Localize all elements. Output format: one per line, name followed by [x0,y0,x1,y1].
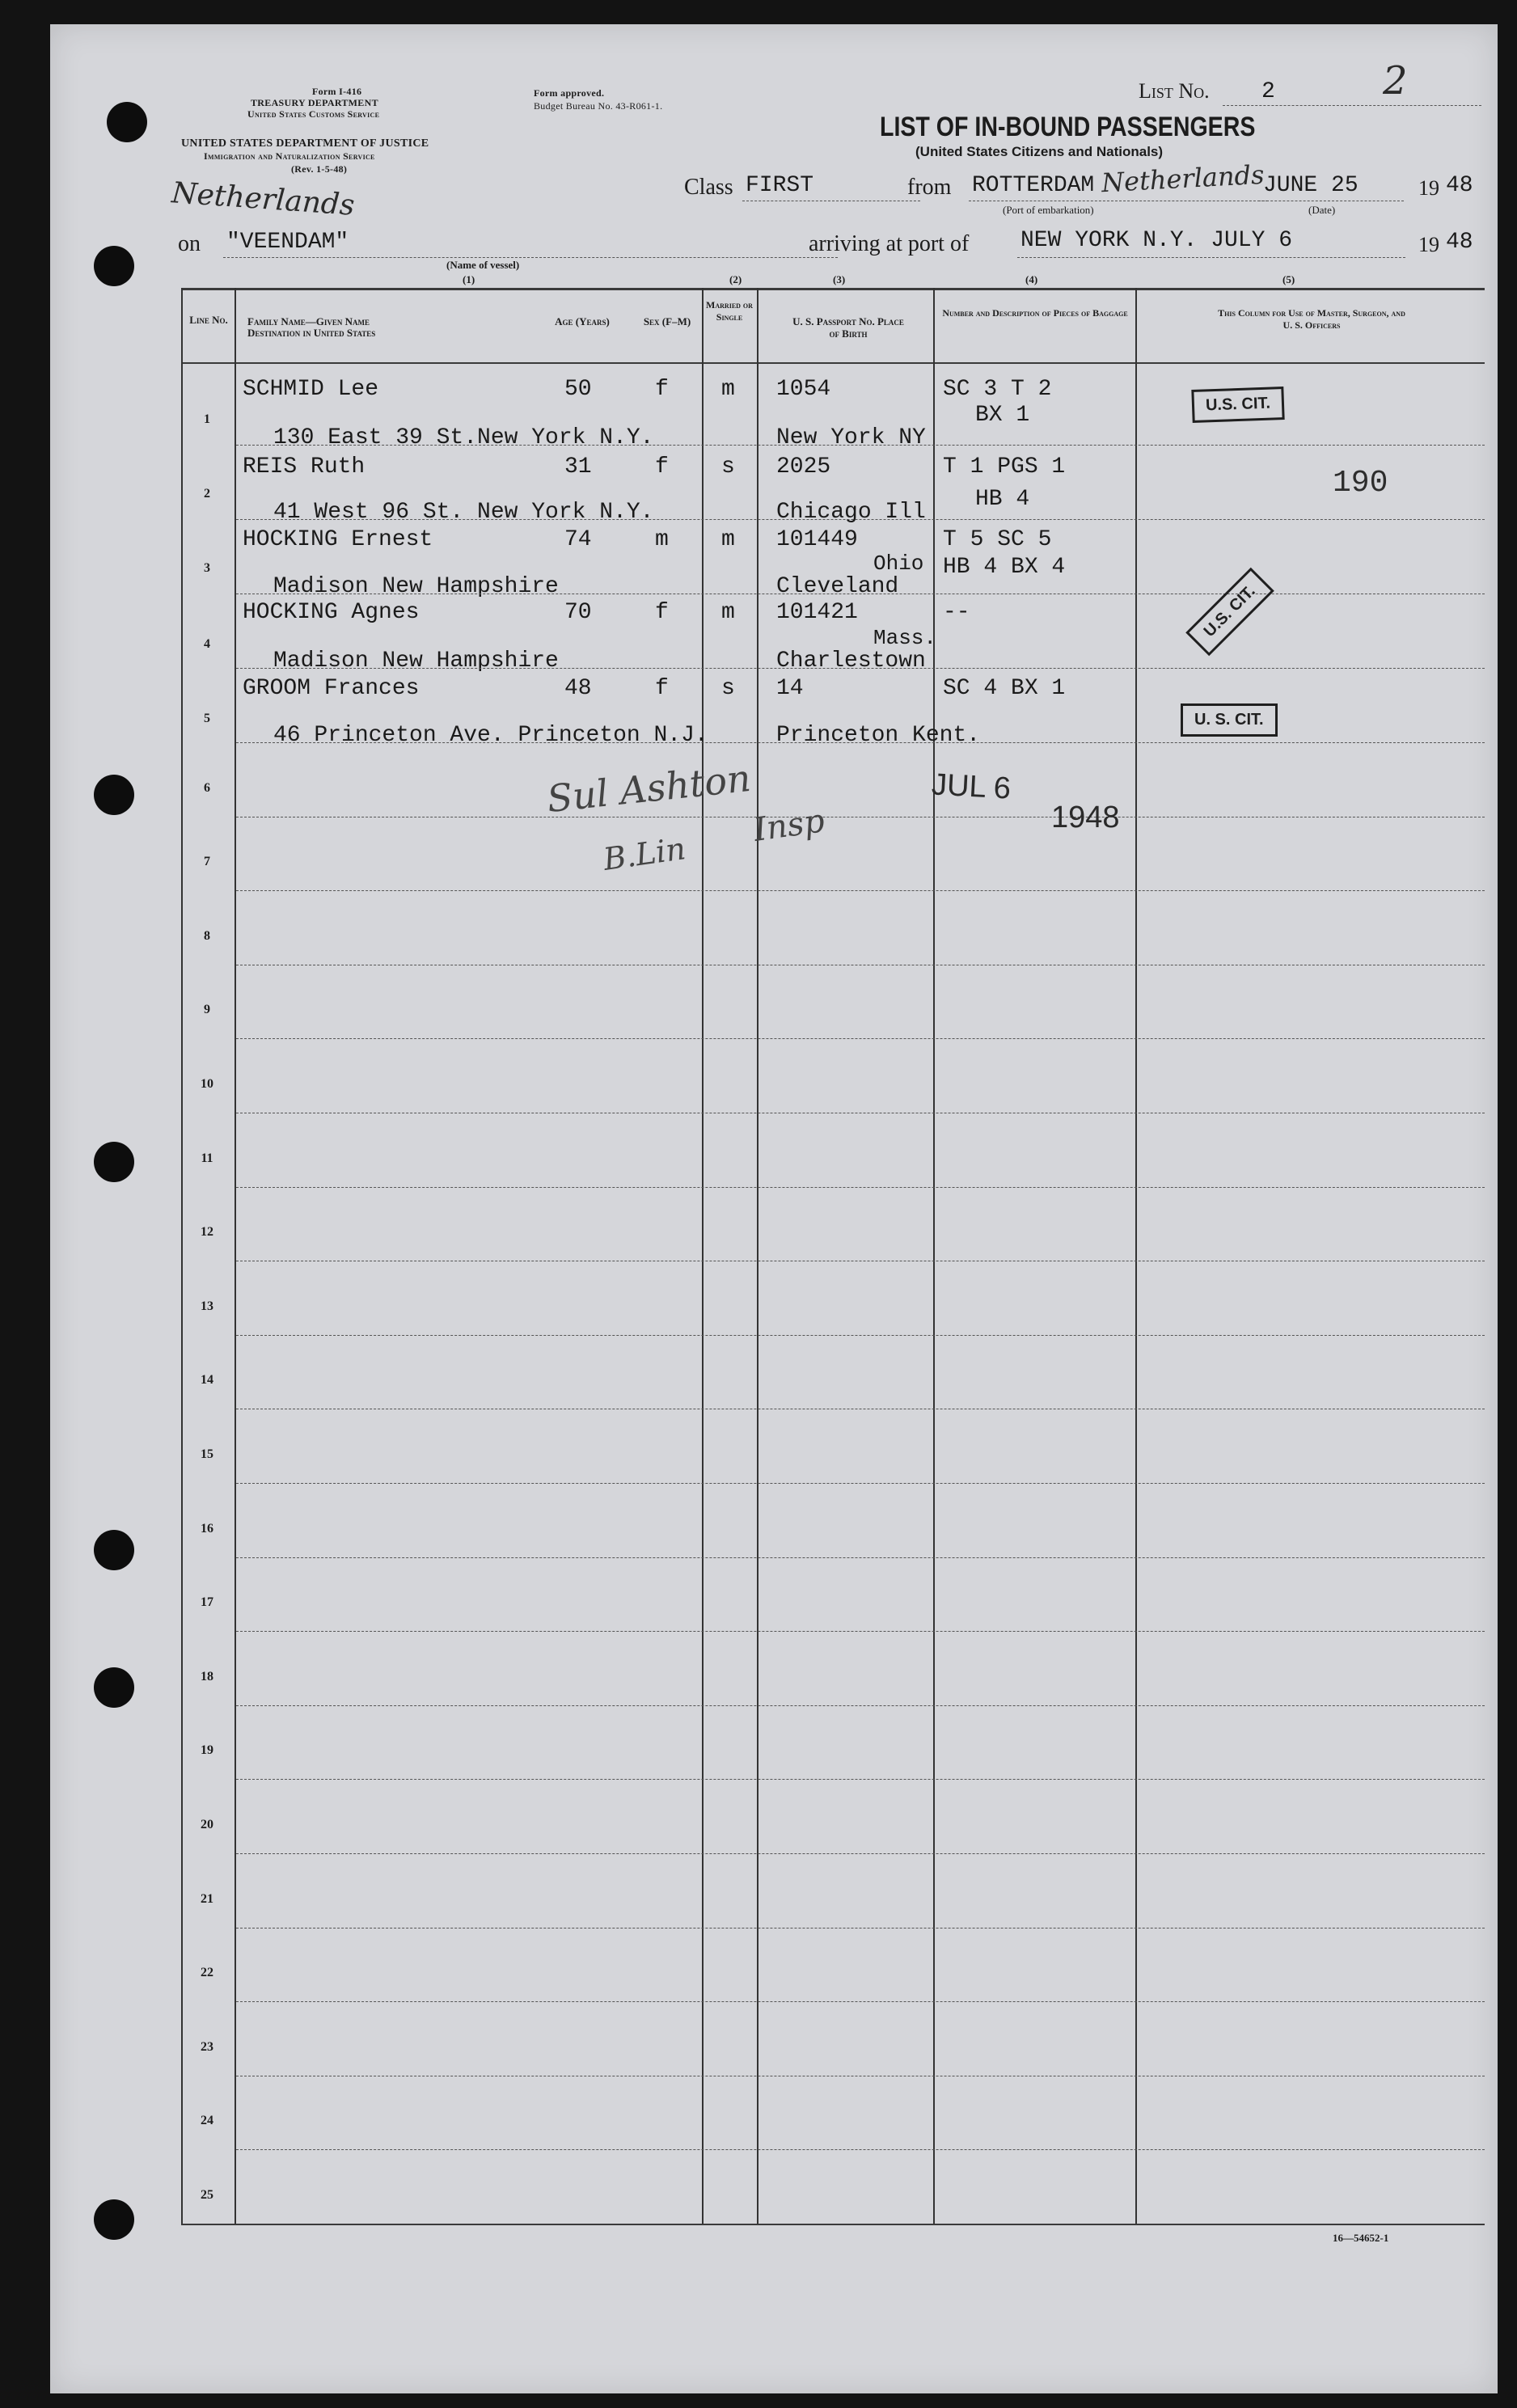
vessel-name: "VEENDAM" [226,230,349,255]
list-number-value: 2 [1261,79,1275,104]
line-number: 20 [201,1818,213,1831]
row-rule [236,1557,1485,1558]
line-number: 25 [201,2188,213,2202]
form-number: Form I-416 [312,86,362,97]
passenger-sex: f [655,600,669,625]
baggage: SC 3 T 2 [943,377,1052,402]
passport-number: 101421 [776,600,858,625]
line-number: 22 [201,1966,213,1980]
us-citizen-stamp: U.S. CIT. [1185,568,1274,657]
column-number: (5) [1282,273,1295,285]
arrival-port-date: NEW YORK N.Y. JULY 6 [1020,228,1293,253]
binder-hole [94,1667,134,1708]
baggage: HB 4 BX 4 [943,555,1066,580]
place-of-birth: New York NY [776,425,926,450]
baggage: T 1 PGS 1 [943,454,1066,479]
line-number: 9 [204,1003,210,1017]
date-caption: (Date) [1308,204,1336,216]
birth-state: Mass. [873,626,937,650]
line-number: 15 [201,1447,213,1461]
treasury-dept: TREASURY DEPARTMENT [251,97,378,108]
year-prefix: 19 [1418,176,1439,200]
class-label: Class [684,175,733,200]
binder-hole [94,2199,134,2240]
passenger-sex: f [655,676,669,701]
on-label: on [178,231,201,256]
form-approved: Form approved. [534,87,605,99]
passenger-marital: s [721,454,735,479]
line-number: 7 [204,855,210,869]
binder-hole [94,246,134,286]
column-header-married: Married or Single [706,299,753,323]
port-caption: (Port of embarkation) [1003,204,1094,216]
line-number: 2 [204,487,210,501]
column-header-age: Age (Years) [555,315,610,327]
us-citizen-stamp: U. S. CIT. [1181,703,1278,737]
handwritten-country: Netherlands [170,176,356,222]
passenger-marital: m [721,377,735,402]
corner-handwritten-mark: 2 [1383,58,1408,104]
row-rule [236,1705,1485,1706]
passenger-sex: m [655,527,669,552]
passenger-address: 41 West 96 St. New York N.Y. [273,500,654,525]
line-number: 19 [201,1743,213,1758]
port-of-embarkation: ROTTERDAM [972,173,1095,198]
arrival-rule [1017,257,1405,258]
budget-bureau: Budget Bureau No. 43-R061-1. [534,100,663,112]
departure-year: 48 [1446,173,1473,198]
passenger-name: REIS Ruth [243,454,366,479]
column-number: (4) [1025,273,1038,285]
passport-number: 14 [776,676,804,701]
passenger-age: 70 [564,600,592,625]
column-header-passport: U. S. Passport No. Place of Birth [792,315,904,340]
line-number: 24 [201,2114,213,2128]
handwritten-port-country: Netherlands [1101,158,1266,199]
passenger-marital: m [721,600,735,625]
passport-number: 1054 [776,377,831,402]
column-header-officers: This Column for Use of Master, Surgeon, and U. S. Officers [1218,307,1405,331]
customs-service: United States Customs Service [247,108,380,120]
line-number: 3 [204,561,210,575]
form-revision: (Rev. 1-5-48) [291,163,348,175]
row-rule [236,1038,1485,1039]
column-header-line: Line No. [189,314,228,326]
line-number: 21 [201,1891,213,1906]
page-subtitle: (United States Citizens and Nationals) [915,144,1164,159]
line-number: 4 [204,637,210,651]
row-rule [236,2149,1485,2150]
passport-number: 101449 [776,527,858,552]
column-header-name: Family Name—Given Name [247,315,370,327]
print-code: 16—54652-1 [1333,2232,1389,2244]
line-number: 18 [201,1669,213,1683]
arriving-label: arriving at port of [809,231,970,256]
passenger-marital: m [721,527,735,552]
binder-hole [94,1530,134,1570]
inspector-title: Insp [751,802,827,849]
passenger-age: 50 [564,377,592,402]
passenger-address: 130 East 39 St.New York N.Y. [273,425,654,450]
line-number: 13 [201,1299,213,1313]
line-number: 6 [204,780,210,795]
line-number: 12 [201,1225,213,1240]
place-of-birth: Cleveland [776,574,899,599]
passenger-age: 31 [564,454,592,479]
ins-service: Immigration and Naturalization Service [204,150,375,162]
passenger-name: HOCKING Agnes [243,600,420,625]
row-rule [236,1187,1485,1188]
baggage: HB 4 [975,487,1030,512]
count-stamp: 190 [1333,466,1388,501]
row-rule [236,1335,1485,1336]
arrival-year-prefix: 19 [1418,233,1439,256]
line-number: 11 [201,1151,213,1165]
row-rule [236,742,1485,743]
baggage: BX 1 [975,403,1030,428]
column-number: (1) [463,273,475,285]
row-rule [236,668,1485,669]
place-of-birth: Princeton Kent. [776,723,981,748]
line-number: 8 [204,928,210,943]
column-number: (3) [833,273,846,285]
binder-hole [107,102,147,142]
vessel-rule [223,257,838,258]
row-rule [236,2001,1485,2002]
line-number: 14 [201,1373,213,1388]
inspection-year-stamp: 1948 [1051,801,1120,834]
justice-dept: UNITED STATES DEPARTMENT OF JUSTICE [181,137,429,150]
passenger-age: 74 [564,527,592,552]
column-header-sex: Sex (F–M) [643,315,691,327]
baggage: SC 4 BX 1 [943,676,1066,701]
column-header-baggage: Number and Description of Pieces of Baggage [942,307,1128,319]
row-rule [236,1483,1485,1484]
line-number: 5 [204,712,210,725]
row-rule [236,890,1485,891]
from-label: from [907,175,952,200]
line-number: 16 [201,1521,213,1536]
line-number: 23 [201,2039,213,2054]
binder-hole [94,1142,134,1182]
line-number: 10 [201,1077,213,1091]
passenger-age: 48 [564,676,592,701]
binder-hole [94,775,134,815]
page-title: LIST OF IN-BOUND PASSENGERS [880,112,1256,142]
row-rule [236,519,1485,520]
line-number: 1 [204,412,210,426]
departure-date: JUNE 25 [1263,173,1359,198]
passenger-address: 46 Princeton Ave. Princeton N.J. [273,723,708,748]
passenger-sex: f [655,454,669,479]
row-rule [236,1631,1485,1632]
inspection-date-stamp: JUL 6 [930,767,1012,806]
baggage: T 5 SC 5 [943,527,1052,552]
row-rule [236,1853,1485,1854]
inspector-signature: Sul Ashton [544,755,753,822]
place-of-birth: Chicago Ill [776,500,926,525]
column-number: (2) [729,273,742,285]
document-sheet [50,24,1498,2393]
list-number-rule [1223,105,1481,106]
list-number-label: List No. [1139,79,1210,103]
line-number: 17 [201,1595,213,1610]
vessel-caption: (Name of vessel) [446,259,520,271]
passenger-address: Madison New Hampshire [273,648,559,674]
row-rule [236,445,1485,446]
passport-number: 2025 [776,454,831,479]
inspector-initials: B.Lin [601,830,688,877]
class-value: FIRST [746,173,814,198]
row-rule [236,1928,1485,1929]
row-rule [236,1779,1485,1780]
passenger-name: HOCKING Ernest [243,527,433,552]
baggage: -- [943,600,970,625]
us-citizen-stamp: U.S. CIT. [1191,387,1284,423]
passenger-address: Madison New Hampshire [273,574,559,599]
passenger-name: GROOM Frances [243,676,420,701]
place-of-birth: Charlestown [776,648,926,674]
passenger-marital: s [721,676,735,701]
passenger-sex: f [655,377,669,402]
passenger-name: SCHMID Lee [243,377,379,402]
column-header-destination: Destination in United States [247,327,376,339]
arrival-year: 48 [1446,230,1473,255]
birth-state: Ohio [873,551,924,576]
